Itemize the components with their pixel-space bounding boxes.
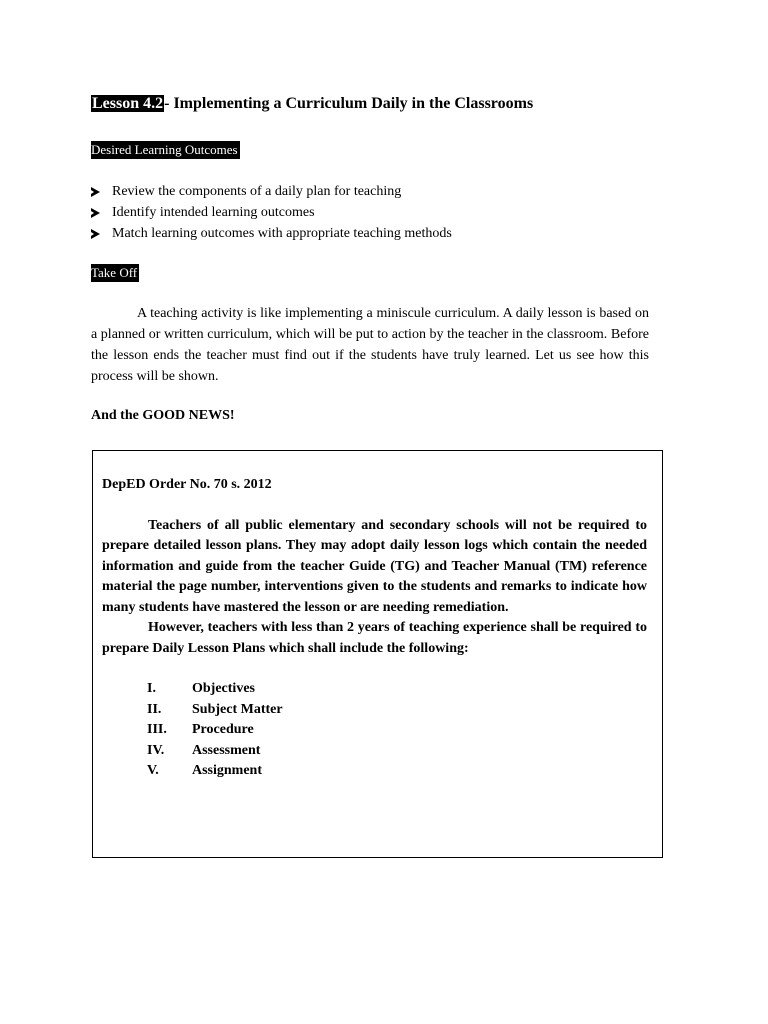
outcomes-list: [91, 181, 452, 244]
lesson-number: Lesson 4.2: [92, 95, 164, 112]
arrow-bullet-icon: [91, 208, 100, 218]
deped-order-number: DepED Order No. 70 s. 2012: [102, 477, 272, 492]
deped-paragraph-2: However, teachers with less than 2 years of teaching experience shall be required to prepare Daily Lesson Plans which shall include the following:: [102, 620, 647, 656]
list-item: [102, 720, 647, 741]
roman-numeral: III.: [147, 722, 167, 737]
roman-numeral: I.: [147, 681, 156, 696]
deped-paragraph-1: Teachers of all public elementary and secondary schools will not be required to prepare detailed lesson plans. They may adopt daily lesson logs which contain the needed information and guide from the teacher Guide (TG) and Teacher Manual (TM) reference material the page number, interventions given to the students and remarks to indicate how many students have mastered the lesson or are needing remediation.: [102, 517, 647, 615]
good-news-heading: And the GOOD NEWS!: [91, 408, 235, 423]
list-item: [102, 679, 647, 700]
plan-part-label: Assessment: [192, 742, 261, 758]
plan-part-label: Procedure: [192, 722, 254, 737]
list-item: [102, 700, 647, 721]
plan-part-label: Subject Matter: [192, 701, 283, 717]
lesson-title: - Implementing a Curriculum Daily in the Classrooms: [164, 95, 534, 112]
takeoff-paragraph: A teaching activity is like implementing a miniscule curriculum. A daily lesson is based on a planned or written curriculum, which will be put to action by the teacher in the classroom. Before the lesson ends the teacher must find out if the students have truly learned. Let us see how this process will be shown.: [91, 306, 649, 384]
roman-numeral: IV.: [147, 742, 165, 758]
list-item: [102, 741, 647, 762]
list-item: [102, 761, 647, 782]
list-item: [91, 181, 452, 202]
outcome-text: Identify intended learning outcomes: [112, 205, 315, 220]
roman-numeral: V.: [147, 763, 159, 778]
list-item: [91, 202, 452, 223]
lesson-plan-parts-list: [102, 679, 647, 782]
deped-order-box: [92, 450, 663, 858]
list-item: [91, 223, 452, 244]
arrow-bullet-icon: [91, 187, 100, 197]
outcome-text: Review the components of a daily plan for teaching: [112, 184, 402, 199]
section-label-takeoff: Take Off: [91, 265, 138, 280]
arrow-bullet-icon: [91, 229, 100, 239]
section-label-outcomes: Desired Learning Outcomes: [91, 142, 238, 157]
deped-order-content: [102, 475, 647, 782]
lesson-heading: [91, 94, 533, 114]
roman-numeral: II.: [147, 701, 162, 717]
plan-part-label: Assignment: [192, 763, 263, 778]
outcome-text: Match learning outcomes with appropriate teaching methods: [112, 226, 452, 241]
plan-part-label: Objectives: [192, 681, 255, 696]
